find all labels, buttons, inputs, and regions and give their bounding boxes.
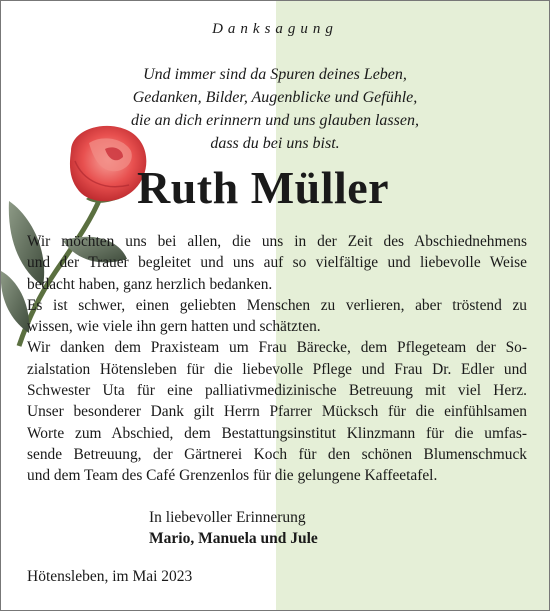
text-line: Wir möchten uns bei allen, die uns in der Zeit des Abschiednehmens [27, 233, 527, 250]
poem-line: Und immer sind da Spuren deines Leben, [143, 66, 407, 83]
heading-danksagung: Danksagung [212, 21, 338, 37]
closing-phrase: In liebevoller Erinnerung [149, 509, 306, 526]
text-line: Unser besonderer Dank gilt Herrn Pfarrer Mücksch für die einfühlsamen [27, 403, 527, 421]
poem [1, 63, 549, 155]
thank-you-text [27, 231, 527, 487]
text-line: wissen, wie viele ihn gern hatten und schätzten. [27, 318, 321, 336]
text-line: bedacht haben, ganz herzlich bedanken. [27, 275, 273, 293]
poem-line: dass du bei uns bist. [210, 135, 340, 152]
text-line: Worte zum Abschied, dem Bestattungsinstitut Klinzmann für die umfas- [27, 424, 527, 442]
text-line: und der Trauer begleitet und uns auf so vielfältige und liebevolle Weise [27, 254, 527, 272]
poem-line: Gedanken, Bilder, Augenblicke und Gefühle, [132, 89, 418, 106]
text-line: Schwester Uta für eine palliativmedizinische Betreuung mit viel Herz. [27, 382, 527, 400]
place-and-date: Hötensleben, im Mai 2023 [27, 568, 193, 585]
text-line: und dem Team des Café Grenzenlos für die gelungene Kaffeetafel. [27, 467, 438, 485]
deceased-name: Ruth Müller [137, 162, 390, 213]
text-line: sende Betreuung, der Gärtnerei Koch für den schönen Blumenschmuck [27, 445, 527, 463]
text-line: Es ist schwer, einen geliebten Menschen zu verlieren, aber tröstend zu [27, 296, 527, 314]
text-line: Wir danken dem Praxisteam um Frau Bärecke, dem Pflegeteam der So- [27, 339, 527, 357]
closing-block [149, 507, 318, 549]
text-line: zialstation Hötensleben für die liebevolle Pflege und Frau Dr. Edler und [27, 360, 527, 378]
poem-line: die an dich erinnern und uns glauben lassen, [131, 112, 419, 129]
signatories: Mario, Manuela und Jule [149, 530, 318, 547]
